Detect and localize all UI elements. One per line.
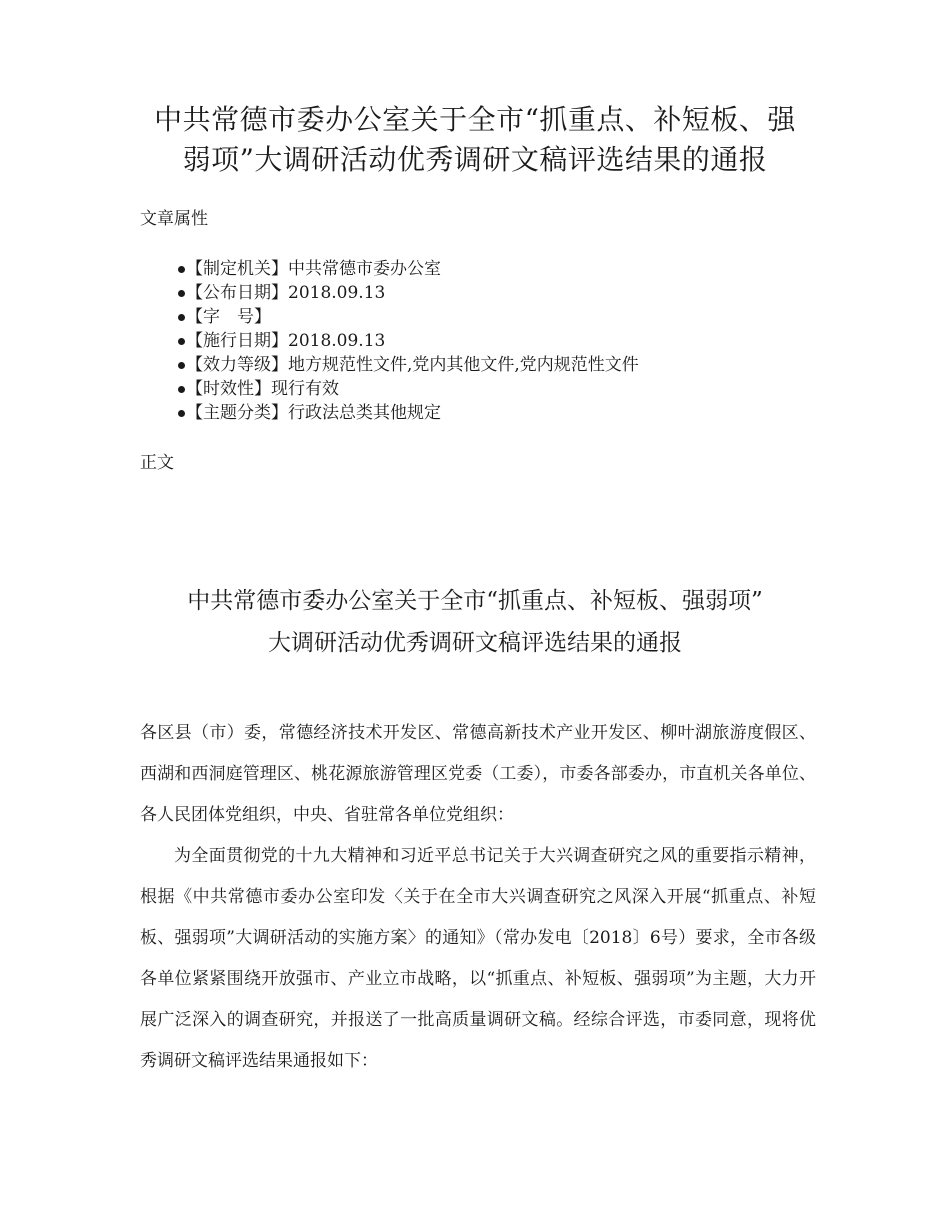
bullet-icon	[178, 410, 185, 417]
body-paragraph: 各区县（市）委，常德经济技术开发区、常德高新技术产业开发区、柳叶湖旅游度假区、西湖和西洞庭管理区、桃花源旅游管理区党委（工委），市委各部委办，市直机关各单位、各人民团体党组织，中央、省驻常各单位党组织：	[140, 723, 816, 825]
bullet-icon	[178, 338, 185, 345]
attribute-value: 现行有效	[271, 379, 339, 399]
attribute-value: 行政法总类其他规定	[288, 403, 441, 423]
bullet-icon	[178, 386, 185, 393]
attribute-value: 2018.09.13	[288, 283, 386, 303]
attribute-label: 【主题分类】	[186, 403, 288, 423]
body-title-line: 中共常德市委办公室关于全市“抓重点、补短板、强弱项”	[187, 588, 763, 614]
body-paragraph: 为全面贯彻党的十九大精神和习近平总书记关于大兴调查研究之风的重要指示精神，根据《中共常德市委办公室印发〈关于在全市大兴调查研究之风深入开展“抓重点、补短板、强弱项”大调研活动的实施方案〉的通知》（常办发电〔2018〕6号）要求，全市各级各单位紧紧围绕开放强市、产业立市战略，以“抓重点、补短板、强弱项”为主题，大力开展广泛深入的调查研究，并报送了一批高质量调研文稿。经综合评选，市委同意，现将优秀调研文稿评选结果通报如下：	[140, 846, 816, 1071]
attributes-list	[140, 257, 639, 425]
attribute-value: 中共常德市委办公室	[288, 259, 441, 279]
bullet-icon	[178, 314, 185, 321]
attribute-item	[140, 401, 639, 425]
bullet-icon	[178, 266, 185, 273]
attributes-heading: 文章属性	[140, 209, 208, 229]
bullet-icon	[178, 362, 185, 369]
attribute-value: 2018.09.13	[288, 331, 386, 351]
attribute-item	[140, 377, 639, 401]
attribute-label: 【施行日期】	[186, 331, 288, 351]
attribute-label: 【时效性】	[186, 379, 271, 399]
attribute-label: 【字 号】	[186, 307, 271, 327]
body-title-line: 大调研活动优秀调研文稿评选结果的通报	[268, 630, 682, 656]
document-title: 中共常德市委办公室关于全市“抓重点、补短板、强弱项”大调研活动优秀调研文稿评选结果的通报	[154, 103, 796, 176]
attribute-item	[140, 353, 639, 377]
body-title	[140, 580, 810, 664]
attribute-label: 【公布日期】	[186, 283, 288, 303]
attribute-item	[140, 257, 639, 281]
bullet-icon	[178, 290, 185, 297]
attribute-label: 【制定机关】	[186, 259, 288, 279]
attribute-label: 【效力等级】	[186, 355, 288, 375]
body-heading: 正文	[140, 453, 174, 473]
attribute-value: 地方规范性文件,党内其他文件,党内规范性文件	[288, 355, 639, 375]
attribute-item	[140, 305, 639, 329]
attribute-item	[140, 281, 639, 305]
attribute-item	[140, 329, 639, 353]
